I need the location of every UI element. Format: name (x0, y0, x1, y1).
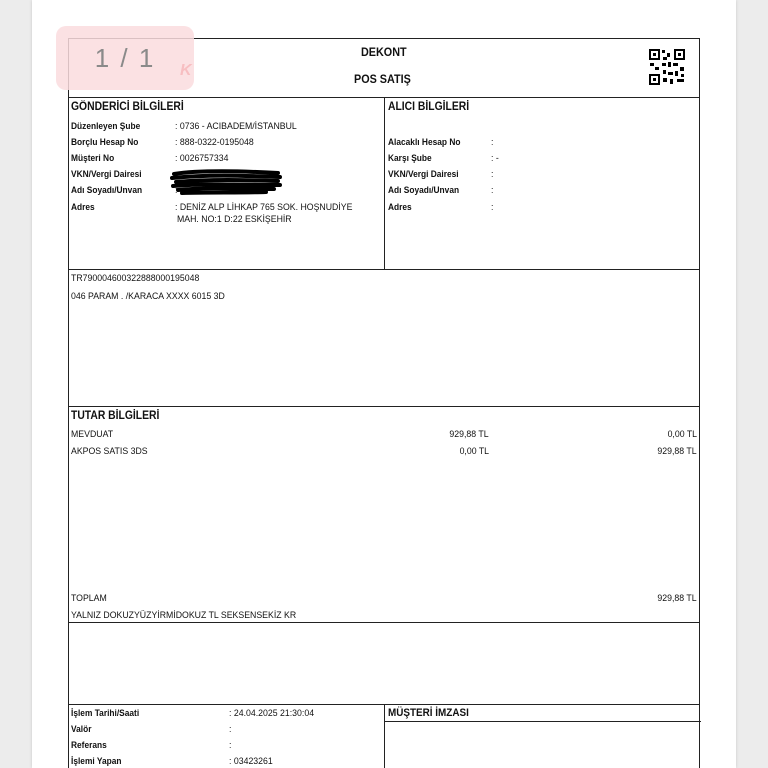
amount-row-debit: 0,00 TL (459, 446, 489, 457)
transaction-label: İşlem Tarihi/Saati (71, 708, 140, 719)
receiver-value: : (491, 185, 494, 196)
sender-address-line2: MAH. NO:1 D:22 ESKİŞEHİR (177, 214, 292, 225)
sender-label: Adı Soyadı/Unvan (71, 185, 143, 196)
sender-value: : (175, 169, 178, 180)
transaction-value: : (229, 724, 232, 735)
sender-value: : 0026757334 (175, 153, 229, 164)
transaction-value: : 24.04.2025 21:30:04 (229, 708, 315, 719)
total-label: TOPLAM (71, 593, 107, 604)
transaction-label: İşlemi Yapan (71, 756, 122, 767)
receiver-value: : (491, 202, 494, 213)
doc-title: DEKONT (361, 45, 407, 59)
page-indicator: 1 / 1 (56, 26, 194, 90)
amounts-section-title: TUTAR BİLGİLERİ (71, 410, 160, 422)
divider (384, 97, 385, 269)
qr-code-icon (648, 48, 686, 86)
divider (384, 704, 385, 768)
transaction-label: Referans (71, 740, 107, 751)
amount-row-debit: 929,88 TL (449, 429, 489, 440)
receiver-value: : - (491, 153, 499, 164)
doc-subtitle: POS SATIŞ (354, 72, 411, 86)
sender-label: Adres (71, 202, 95, 213)
receiver-label: Alacaklı Hesap No (388, 137, 461, 148)
sender-label: Borçlu Hesap No (71, 137, 139, 148)
receiver-value: : (491, 137, 494, 148)
receiver-label: Karşı Şube (388, 153, 432, 164)
receiver-section-title: ALICI BİLGİLERİ (388, 101, 470, 113)
amount-row-credit: 0,00 TL (667, 429, 697, 440)
sender-label: Müşteri No (71, 153, 115, 164)
transaction-value: : 03423261 (229, 756, 273, 767)
sender-value: : 0736 - ACIBADEM/İSTANBUL (175, 121, 297, 132)
sender-value: : DENİZ ALP LİHKAP 765 SOK. HOŞNUDİYE (175, 202, 353, 213)
amount-row-credit: 929,88 TL (657, 446, 697, 457)
receiver-label: VKN/Vergi Dairesi (388, 169, 459, 180)
sender-label: VKN/Vergi Dairesi (71, 169, 142, 180)
divider (69, 622, 699, 623)
transaction-label: Valör (71, 724, 92, 735)
receipt-form (68, 38, 700, 768)
receiver-value: : (491, 169, 494, 180)
description-text: 046 PARAM . /KARACA XXXX 6015 3D (71, 291, 225, 302)
receiver-label: Adı Soyadı/Unvan (388, 185, 460, 196)
description-iban: TR790004600322888000195048 (71, 273, 200, 284)
sender-label: Düzenleyen Şube (71, 121, 141, 132)
divider (69, 269, 699, 270)
amount-row-name: AKPOS SATIS 3DS (71, 446, 148, 457)
receiver-label: Adres (388, 202, 412, 213)
redaction-mark (170, 168, 282, 196)
total-value: 929,88 TL (657, 593, 697, 604)
divider (69, 406, 699, 407)
signature-title: MÜŞTERİ İMZASI (388, 707, 469, 719)
amount-in-words: YALNIZ DOKUZYÜZYİRMİDOKUZ TL SEKSENSEKİZ KR (71, 610, 297, 621)
divider (385, 721, 701, 722)
transaction-value: : (229, 740, 232, 751)
amount-row-name: MEVDUAT (71, 429, 114, 440)
sender-value: : 888-0322-0195048 (175, 137, 254, 148)
sender-value: : (175, 185, 178, 196)
sender-section-title: GÖNDERİCİ BİLGİLERİ (71, 101, 184, 113)
